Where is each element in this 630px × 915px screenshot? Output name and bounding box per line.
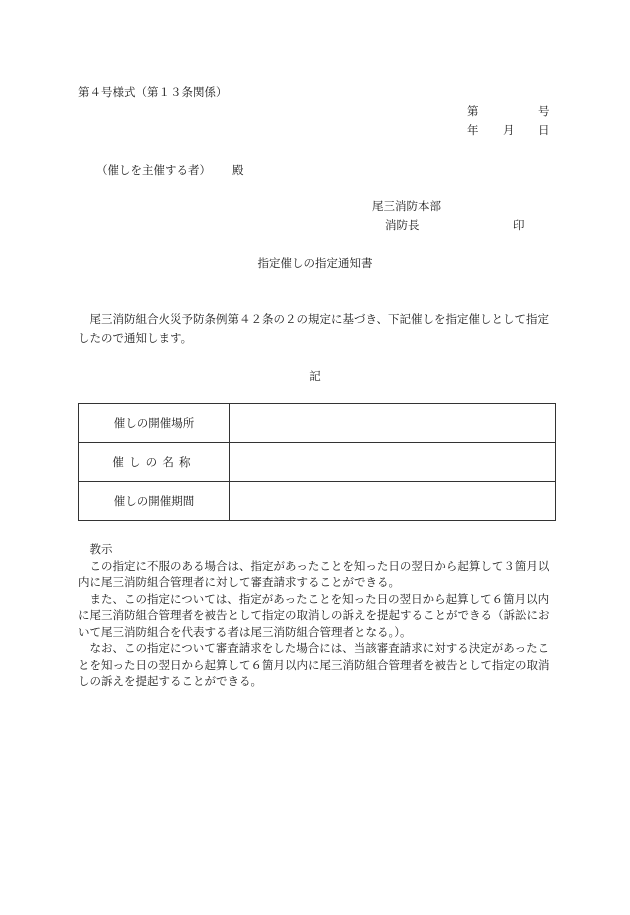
document-number-label: 第 [467, 104, 479, 118]
event-period-value[interactable] [230, 482, 556, 521]
body-text: 尾三消防組合火災予防条例第４２条の２の規定に基づき、下記催しを指定催しとして指定したので通知します。 [78, 312, 550, 345]
issuer-title: 消防長 [385, 218, 420, 232]
event-period-label [79, 482, 230, 521]
appeal-notice [78, 541, 556, 690]
notice-paragraph: この指定に不服のある場合は、指定があったことを知った日の翌日から起算して３箇月以内に尾三消防組合管理者に対して審査請求することができる。 [78, 558, 550, 589]
event-name-label [79, 443, 230, 482]
ki-marker: 記 [309, 369, 321, 383]
event-venue-label [79, 404, 230, 443]
date-month-label: 月 [503, 123, 515, 137]
event-period-label-text: 催しの開催期間 [113, 494, 195, 508]
table-row [79, 443, 556, 482]
document-number-suffix: 号 [538, 104, 550, 118]
event-venue-value[interactable] [230, 404, 556, 443]
notice-paragraph: また、この指定については、指定があったことを知った日の翌日から起算して６箇月以内に尾三消防組合管理者を被告として指定の取消しの訴えを提起することができる（訴訟において尾三消防組合を代表する者は尾三消防組合管理者となる。）。 [78, 591, 550, 639]
date-day-label: 日 [538, 123, 550, 137]
notice-paragraph: なお、この指定について審査請求をした場合には、当該審査請求に対する決定があったことを知った日の翌日から起算して６箇月以内に尾三消防組合管理者を被告として指定の取消しの訴えを提起することができる。 [78, 641, 550, 688]
addressee-honorific: 殿 [232, 163, 244, 177]
event-name-label-text: 催しの名称 [112, 455, 196, 469]
issuer-seal: 印 [513, 218, 525, 232]
event-venue-label-text: 催しの開催場所 [113, 416, 195, 430]
notice-heading: 教示 [89, 542, 113, 556]
table-row [79, 404, 556, 443]
detail-table [78, 403, 556, 521]
document-title: 指定催しの指定通知書 [257, 256, 373, 270]
issuer-organization: 尾三消防本部 [372, 199, 441, 213]
date-year-label: 年 [467, 123, 479, 137]
event-name-value[interactable] [230, 443, 556, 482]
table-row [79, 482, 556, 521]
addressee-name: （催しを主催する者） [96, 163, 211, 177]
form-number: 第４号様式（第１３条関係） [78, 85, 228, 99]
